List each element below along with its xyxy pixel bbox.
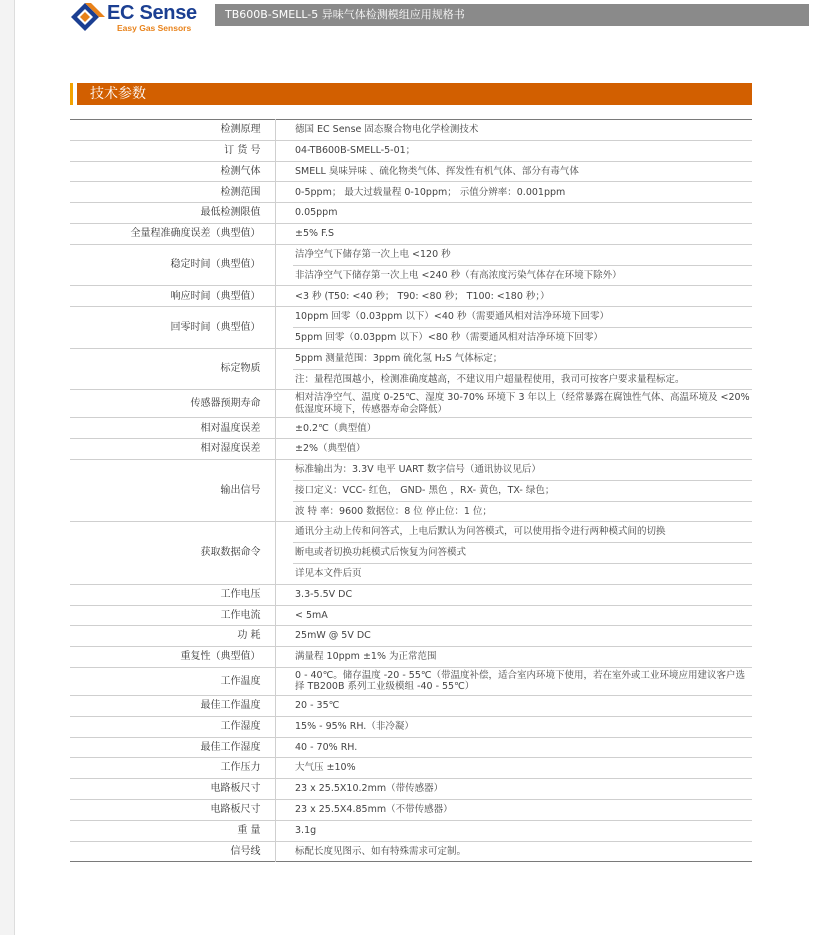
spec-divider <box>275 439 293 460</box>
spec-label: 订 货 号 <box>70 140 275 161</box>
spec-value: 满量程 10ppm ±1% 为正常范围 <box>293 647 752 668</box>
spec-row <box>70 737 752 758</box>
spec-row <box>70 120 752 141</box>
spec-row <box>70 439 752 460</box>
spec-divider <box>275 203 293 224</box>
spec-value: SMELL 臭味异味 、硫化物类气体、挥发性有机气体、部分有毒气体 <box>293 161 752 182</box>
spec-row <box>70 820 752 841</box>
spec-label: 工作温度 <box>70 667 275 695</box>
spec-value: 大气压 ±10% <box>293 758 752 779</box>
document-page <box>14 0 839 935</box>
spec-divider <box>275 522 293 584</box>
spec-value: 40 - 70% RH. <box>293 737 752 758</box>
spec-value: 波 特 率：9600 数据位：8 位 停止位：1 位； <box>293 501 752 522</box>
spec-divider <box>275 244 293 286</box>
spec-divider <box>275 779 293 800</box>
spec-value: 详见本文件后页 <box>293 563 752 584</box>
spec-value: 23 x 25.5X10.2mm（带传感器） <box>293 779 752 800</box>
spec-label: 功 耗 <box>70 626 275 647</box>
spec-row <box>70 758 752 779</box>
spec-divider <box>275 737 293 758</box>
spec-row <box>70 695 752 716</box>
spec-divider <box>275 140 293 161</box>
spec-divider <box>275 459 293 521</box>
spec-label: 相对湿度误差 <box>70 439 275 460</box>
spec-row <box>70 779 752 800</box>
spec-divider <box>275 390 293 418</box>
spec-value: 23 x 25.5X4.85mm（不带传感器） <box>293 799 752 820</box>
spec-label: 重复性（典型值） <box>70 647 275 668</box>
spec-value: 断电或者切换功耗模式后恢复为问答模式 <box>293 543 752 564</box>
spec-value: 注：量程范围越小，检测准确度越高，不建议用户超量程使用，我司可按客户要求量程标定。 <box>293 369 752 390</box>
section-heading <box>70 83 752 105</box>
spec-row <box>70 203 752 224</box>
spec-row <box>70 390 752 418</box>
spec-value: 标配长度见图示、如有特殊需求可定制。 <box>293 841 752 862</box>
spec-divider <box>275 626 293 647</box>
spec-divider <box>275 182 293 203</box>
spec-table <box>70 119 752 862</box>
spec-row <box>70 161 752 182</box>
spec-value: 通讯分主动上传和问答式，上电后默认为问答模式，可以使用指令进行两种模式间的切换 <box>293 522 752 543</box>
spec-value: <3 秒 (T50: <40 秒； T90: <80 秒； T100: <180 秒；） <box>293 286 752 307</box>
brand-tagline: Easy Gas Sensors <box>117 23 192 33</box>
spec-divider <box>275 841 293 862</box>
ec-sense-logo-icon <box>69 2 107 32</box>
spec-divider <box>275 223 293 244</box>
spec-row <box>70 647 752 668</box>
spec-value: 0 - 40℃。储存温度 -20 - 55℃（带温度补偿，适合室内环境下使用，若在室外或工业环境应用建议客户选择 TB200B 系列工业级模组 -40 - 55℃） <box>293 667 752 695</box>
spec-row <box>70 799 752 820</box>
spec-row <box>70 841 752 862</box>
spec-label: 获取数据命令 <box>70 522 275 584</box>
section-accent <box>70 83 77 105</box>
spec-label: 回零时间（典型值） <box>70 307 275 349</box>
spec-row <box>70 584 752 605</box>
spec-value: ±2%（典型值） <box>293 439 752 460</box>
spec-value: 20 - 35℃ <box>293 695 752 716</box>
spec-row <box>70 307 752 328</box>
spec-row <box>70 348 752 369</box>
section-title: 技术参数 <box>90 86 146 102</box>
spec-row <box>70 716 752 737</box>
spec-divider <box>275 348 293 390</box>
spec-value: 非洁净空气下储存第一次上电 <240 秒（有高浓度污染气体存在环境下除外） <box>293 265 752 286</box>
spec-row <box>70 418 752 439</box>
brand-name: EC Sense <box>107 2 197 24</box>
spec-label: 工作湿度 <box>70 716 275 737</box>
spec-divider <box>275 307 293 349</box>
spec-value: 标准输出为：3.3V 电平 UART 数字信号（通讯协议见后） <box>293 459 752 480</box>
spec-value: 相对洁净空气、温度 0-25℃、湿度 30-70% 环境下 3 年以上（经常暴露在腐蚀性气体、高温环境及 <20% 低湿度环境下，传感器寿命会降低） <box>293 390 752 418</box>
spec-divider <box>275 647 293 668</box>
spec-divider <box>275 716 293 737</box>
spec-row <box>70 626 752 647</box>
spec-label: 相对温度误差 <box>70 418 275 439</box>
spec-divider <box>275 120 293 141</box>
spec-label: 重 量 <box>70 820 275 841</box>
spec-divider <box>275 418 293 439</box>
spec-row <box>70 605 752 626</box>
spec-divider <box>275 820 293 841</box>
spec-label: 工作压力 <box>70 758 275 779</box>
spec-label: 检测气体 <box>70 161 275 182</box>
spec-divider <box>275 584 293 605</box>
spec-row <box>70 522 752 543</box>
spec-divider <box>275 799 293 820</box>
spec-label: 标定物质 <box>70 348 275 390</box>
spec-divider <box>275 667 293 695</box>
spec-label: 信号线 <box>70 841 275 862</box>
spec-row <box>70 244 752 265</box>
spec-divider <box>275 161 293 182</box>
spec-label: 响应时间（典型值） <box>70 286 275 307</box>
document-title-bar: TB600B-SMELL-5 异味气体检测模组应用规格书 <box>215 4 809 26</box>
spec-label: 传感器预期寿命 <box>70 390 275 418</box>
spec-value: ±5% F.S <box>293 223 752 244</box>
spec-divider <box>275 758 293 779</box>
spec-label: 输出信号 <box>70 459 275 521</box>
spec-divider <box>275 286 293 307</box>
spec-label: 检测原理 <box>220 124 261 136</box>
spec-divider <box>275 605 293 626</box>
spec-value: < 5mA <box>293 605 752 626</box>
spec-label: 工作电流 <box>70 605 275 626</box>
spec-value: 10ppm 回零（0.03ppm 以下）<40 秒（需要通风相对洁净环境下回零） <box>293 307 752 328</box>
spec-row <box>70 182 752 203</box>
spec-value: 3.1g <box>293 820 752 841</box>
spec-value: 25mW @ 5V DC <box>293 626 752 647</box>
spec-label: 稳定时间（典型值） <box>70 244 275 286</box>
spec-label: 全量程准确度误差（典型值） <box>70 223 275 244</box>
spec-value: 德国 EC Sense 固态聚合物电化学检测技术 <box>295 124 479 136</box>
ec-sense-logo <box>69 2 219 34</box>
spec-row <box>70 667 752 695</box>
spec-row <box>70 140 752 161</box>
spec-divider <box>275 695 293 716</box>
spec-label: 电路板尺寸 <box>70 799 275 820</box>
spec-row <box>70 459 752 480</box>
spec-value: 5ppm 测量范围：3ppm 硫化氢 H₂S 气体标定； <box>293 348 752 369</box>
spec-row <box>70 286 752 307</box>
spec-value: ±0.2℃（典型值） <box>293 418 752 439</box>
spec-label: 最低检测限值 <box>70 203 275 224</box>
spec-value: 04-TB600B-SMELL-5-01； <box>293 140 752 161</box>
spec-value: 0.05ppm <box>293 203 752 224</box>
spec-label: 最佳工作温度 <box>70 695 275 716</box>
spec-value: 0-5ppm； 最大过载量程 0-10ppm； 示值分辨率：0.001ppm <box>293 182 752 203</box>
spec-label: 工作电压 <box>70 584 275 605</box>
spec-value: 15% - 95% RH.（非冷凝） <box>293 716 752 737</box>
spec-value: 接口定义：VCC- 红色， GND- 黑色 ，RX- 黄色，TX- 绿色； <box>293 480 752 501</box>
spec-label: 检测范围 <box>70 182 275 203</box>
spec-value: 洁净空气下储存第一次上电 <120 秒 <box>293 244 752 265</box>
spec-value: 3.3-5.5V DC <box>293 584 752 605</box>
spec-label: 电路板尺寸 <box>70 779 275 800</box>
spec-row <box>70 223 752 244</box>
spec-value: 5ppm 回零（0.03ppm 以下）<80 秒（需要通风相对洁净环境下回零） <box>293 327 752 348</box>
spec-label: 最佳工作湿度 <box>70 737 275 758</box>
